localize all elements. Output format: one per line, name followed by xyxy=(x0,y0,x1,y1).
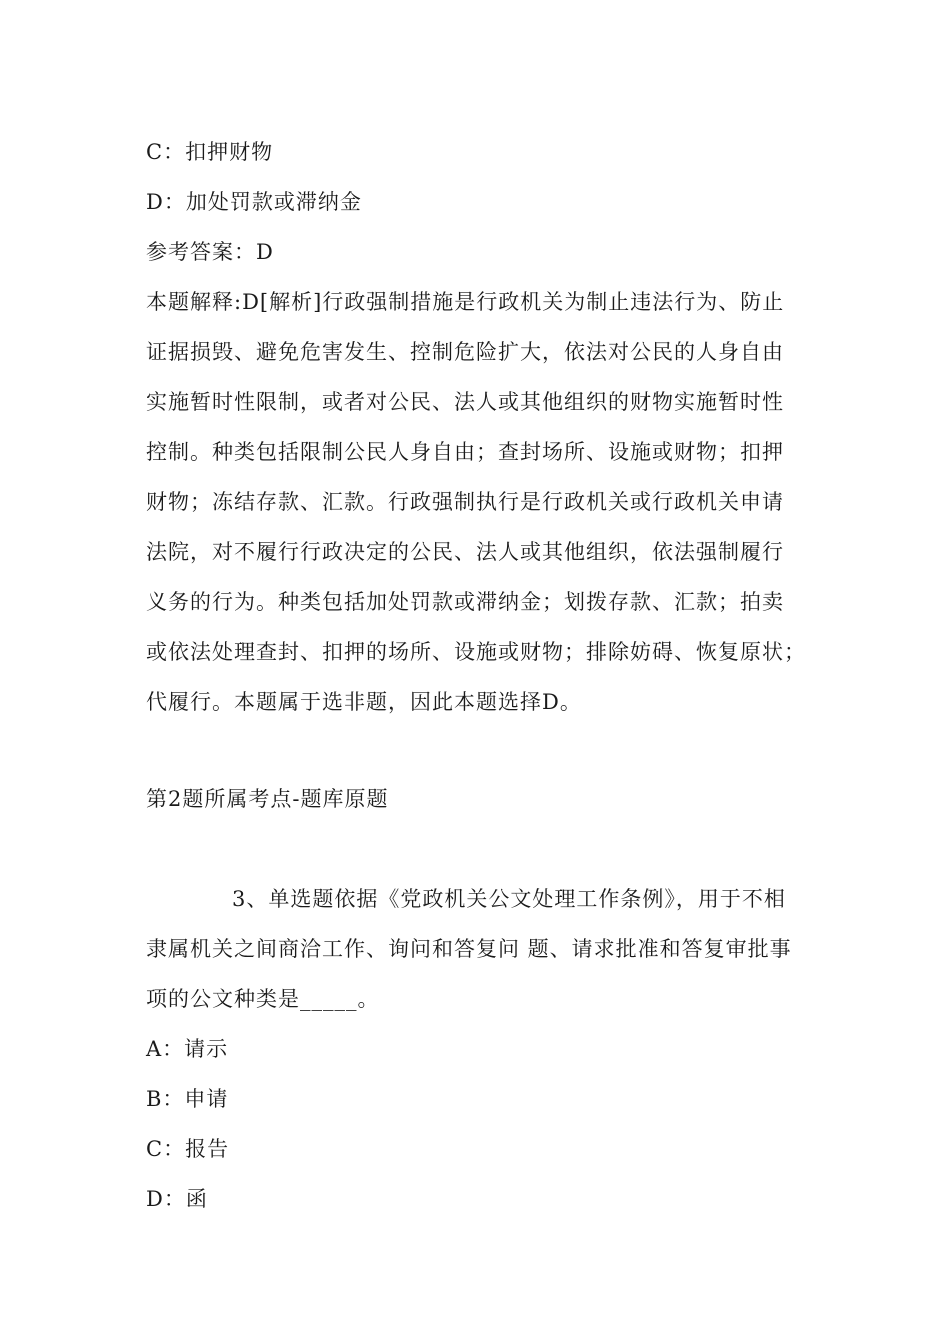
q3-option-a: A：请示 xyxy=(146,1037,229,1061)
q2-knowledge-point: 第2题所属考点-题库原题 xyxy=(146,787,389,811)
q2-explanation-line: 或依法处理查封、扣押的场所、设施或财物；排除妨碍、恢复原状； xyxy=(146,640,806,664)
q3-option-d: D：函 xyxy=(146,1187,208,1211)
q2-explanation-line: 法院，对不履行行政决定的公民、法人或其他组织，依法强制履行 xyxy=(146,540,784,564)
q2-explanation-line: 控制。种类包括限制公民人身自由；查封场所、设施或财物；扣押 xyxy=(146,440,784,464)
q2-explanation-line: 本题解释:D[解析]行政强制措施是行政机关为制止违法行为、防止 xyxy=(146,290,785,314)
q2-answer: 参考答案：D xyxy=(146,240,274,264)
q2-explanation-line: 代履行。本题属于选非题，因此本题选择D。 xyxy=(146,690,582,714)
q3-stem-line: 3、单选题依据《党政机关公文处理工作条例》，用于不相 xyxy=(232,887,786,911)
q2-option-d: D：加处罚款或滞纳金 xyxy=(146,190,362,214)
q3-stem-line: 隶属机关之间商洽工作、询问和答复问 题、请求批准和答复审批事 xyxy=(146,937,792,961)
q2-explanation-line: 实施暂时性限制，或者对公民、法人或其他组织的财物实施暂时性 xyxy=(146,390,784,414)
q2-option-c: C：扣押财物 xyxy=(146,140,274,164)
q3-option-c: C：报告 xyxy=(146,1137,230,1161)
q2-explanation-line: 义务的行为。种类包括加处罚款或滞纳金；划拨存款、汇款；拍卖 xyxy=(146,590,784,614)
q2-explanation-line: 证据损毁、避免危害发生、控制危险扩大，依法对公民的人身自由 xyxy=(146,340,784,364)
q2-explanation-line: 财物；冻结存款、汇款。行政强制执行是行政机关或行政机关申请 xyxy=(146,490,784,514)
q3-stem-line: 项的公文种类是_____。 xyxy=(146,987,380,1011)
q3-option-b: B：申请 xyxy=(146,1087,229,1111)
